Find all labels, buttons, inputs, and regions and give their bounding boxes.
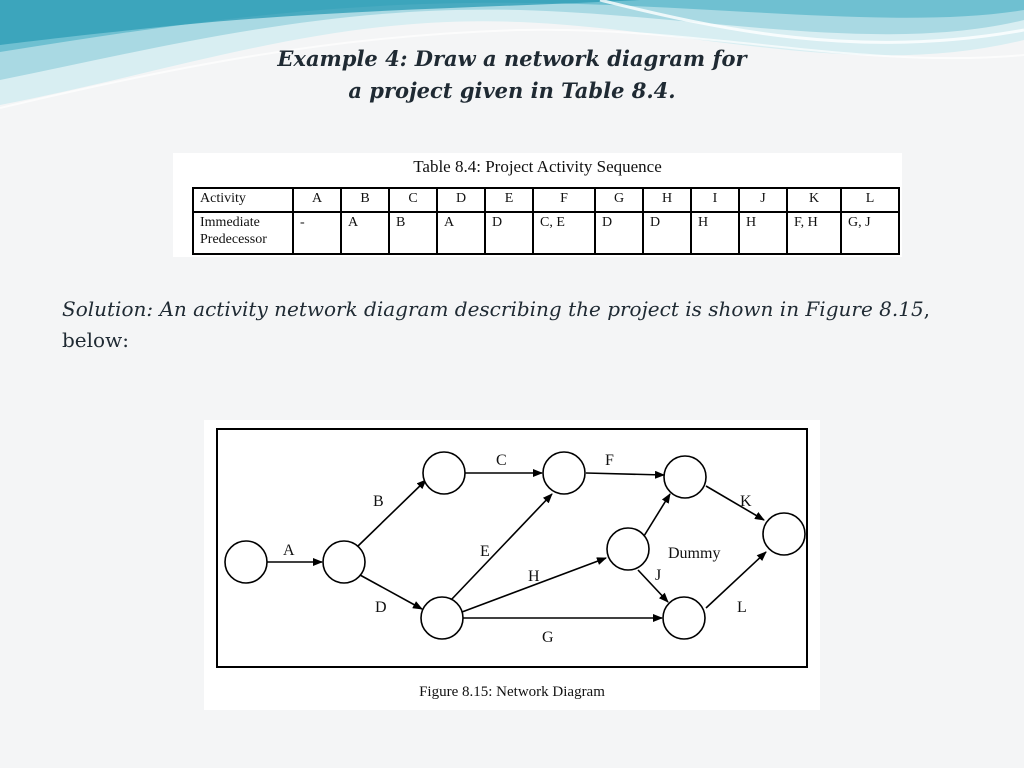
figure-caption: Figure 8.15: Network Diagram: [419, 684, 605, 700]
table-cell: A: [293, 188, 341, 212]
table-cell: G, J: [841, 212, 899, 254]
table-caption: Table 8.4: Project Activity Sequence: [413, 157, 662, 176]
table-row-header-predecessor: Immediate Predecessor: [193, 212, 293, 254]
node-3: [423, 452, 465, 494]
node-7: [607, 528, 649, 570]
label-e: E: [480, 543, 490, 560]
table-cell: H: [691, 212, 739, 254]
label-c: C: [496, 452, 507, 469]
label-a: A: [283, 542, 295, 559]
label-b: B: [373, 493, 384, 510]
edge-k: [706, 486, 764, 520]
activity-table-image: [173, 153, 902, 257]
label-g: G: [542, 629, 554, 646]
table-cell: C, E: [533, 212, 595, 254]
table-cell: L: [841, 188, 899, 212]
edge-j: [638, 570, 668, 602]
table-cell: A: [341, 212, 389, 254]
label-h: H: [528, 568, 540, 585]
table-row: [193, 212, 899, 254]
network-diagram: [204, 420, 820, 680]
solution-text-main: Solution: An activity network diagram describing the project is shown in Figure 8.15: [62, 297, 924, 321]
table-cell: F: [533, 188, 595, 212]
edge-d: [360, 575, 422, 609]
table-row: [193, 188, 899, 212]
table-cell: A: [437, 212, 485, 254]
solution-text: [62, 294, 962, 356]
table-cell: C: [389, 188, 437, 212]
table-cell: E: [485, 188, 533, 212]
edge-dummy: [644, 494, 670, 536]
node-5: [543, 452, 585, 494]
solution-text-tail: , below:: [62, 297, 931, 352]
slide-title-line1: Example 4: Draw a network diagram for: [277, 46, 747, 71]
table-cell: J: [739, 188, 787, 212]
table-cell: F, H: [787, 212, 841, 254]
label-k: K: [740, 493, 752, 510]
node-9: [763, 513, 805, 555]
table-cell: -: [293, 212, 341, 254]
network-diagram-figure: [204, 420, 820, 710]
label-l: L: [737, 599, 747, 616]
table-cell: H: [643, 188, 691, 212]
table-row-header-activity: Activity: [193, 188, 293, 212]
slide-title-line2: a project given in Table 8.4.: [348, 78, 676, 103]
label-f: F: [605, 452, 614, 469]
table-cell: D: [437, 188, 485, 212]
node-4: [421, 597, 463, 639]
table-cell: D: [595, 212, 643, 254]
edge-f: [586, 473, 664, 475]
label-j: J: [655, 567, 662, 584]
table-cell: B: [341, 188, 389, 212]
node-1: [225, 541, 267, 583]
table-cell: B: [389, 212, 437, 254]
node-2: [323, 541, 365, 583]
table-cell: H: [739, 212, 787, 254]
node-8: [663, 597, 705, 639]
edge-b: [358, 480, 426, 546]
label-dummy: Dummy: [668, 545, 721, 562]
table-cell: D: [643, 212, 691, 254]
table-cell: D: [485, 212, 533, 254]
node-6: [664, 456, 706, 498]
table-cell: K: [787, 188, 841, 212]
activity-sequence-table: [192, 187, 900, 255]
table-cell: I: [691, 188, 739, 212]
table-cell: G: [595, 188, 643, 212]
label-d: D: [375, 599, 387, 616]
